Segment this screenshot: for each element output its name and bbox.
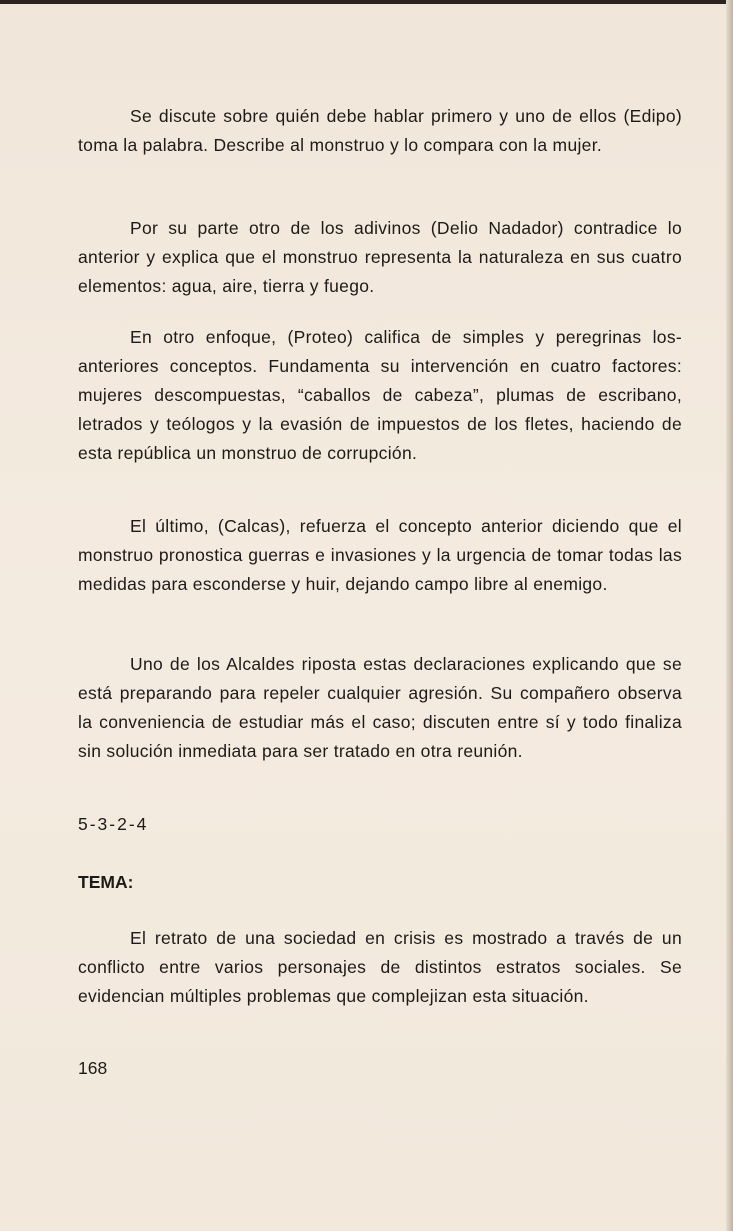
- paragraph-3: En otro enfoque, (Proteo) califica de simples y peregrinas los-anteriores conceptos. Fundamenta su intervención en cuatro factores: mujeres descompuestas, “caballos de cabeza”, plumas de escribano, letrados y teólogos y la evasión de impuestos de los fletes, haciendo de esta república un monstruo de corrupción.: [78, 327, 682, 463]
- paragraph-1: Se discute sobre quién debe hablar primero y uno de ellos (Edipo) toma la palabra. Describe al monstruo y lo compara con la mujer.: [78, 106, 682, 155]
- page-top-edge: [0, 0, 733, 4]
- tema-paragraph: El retrato de una sociedad en crisis es mostrado a través de un conflicto entre varios personajes de distintos estratos sociales. Se evidencian múltiples problemas que complejizan esta situación.: [78, 928, 682, 1006]
- reference-code: 5-3-2-4: [78, 814, 149, 834]
- tema-heading: TEMA:: [78, 872, 134, 892]
- paragraph-5: Uno de los Alcaldes riposta estas declaraciones explicando que se está preparando para repeler cualquier agresión. Su compañero observa la conveniencia de estudiar más el caso; discuten entre sí y todo finaliza sin solución inmediata para ser tratado en otra reunión.: [78, 654, 682, 761]
- paragraph-4: El último, (Calcas), refuerza el concepto anterior diciendo que el monstruo pronostica guerras e invasiones y la urgencia de tomar todas las medidas para esconderse y huir, dejando campo libre al enemigo.: [78, 516, 682, 594]
- page-number: 168: [78, 1058, 108, 1078]
- page-right-edge: [726, 0, 733, 1231]
- paragraph-2: Por su parte otro de los adivinos (Delio Nadador) contradice lo anterior y explica que el monstruo representa la naturaleza en sus cuatro elementos: agua, aire, tierra y fuego.: [78, 218, 682, 296]
